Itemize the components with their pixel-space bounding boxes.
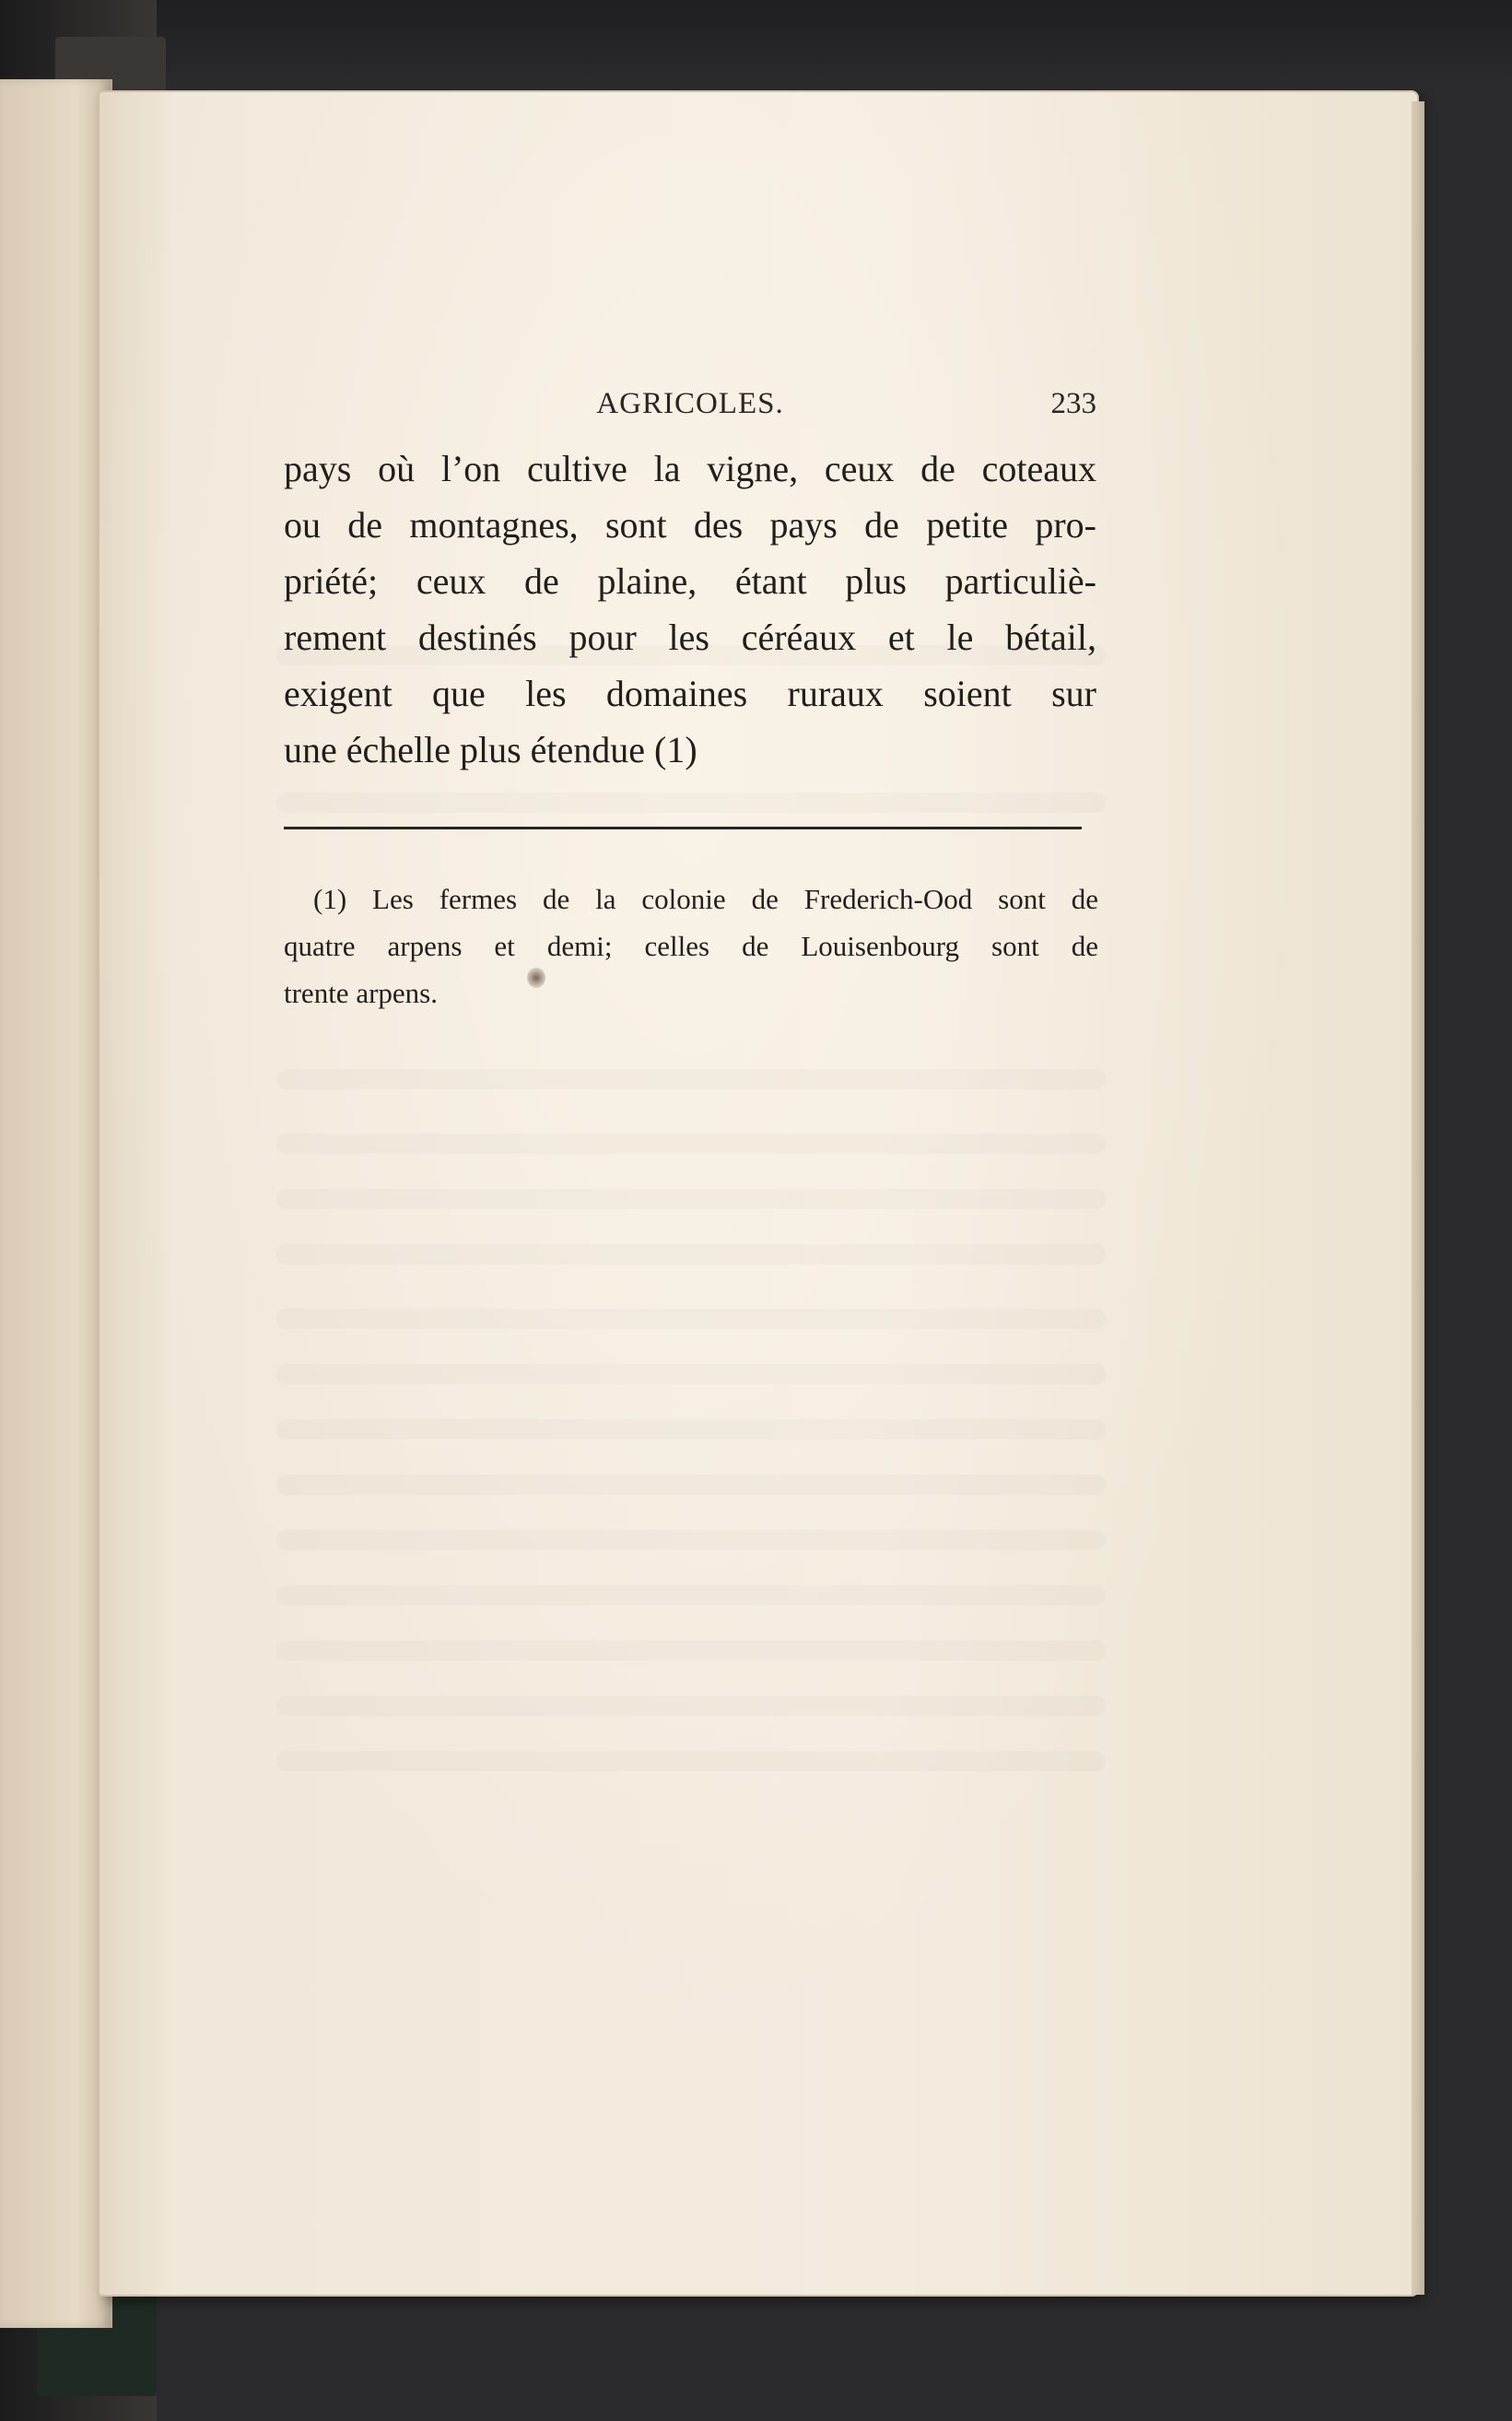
page-number: 233 [1050,387,1096,420]
footnote-line: trente arpens. [284,977,438,1009]
show-through [276,793,1106,813]
show-through [276,1751,1106,1771]
show-through [276,1530,1106,1550]
footnote [284,876,1098,1017]
body-line: rement destinés pour les céréaux et le bétail, [284,617,1096,658]
show-through [276,1134,1106,1154]
show-through [276,1069,1106,1089]
show-through [276,1189,1106,1209]
body-line: priété; ceux de plaine, étant plus particuliè- [284,560,1096,602]
show-through [276,1640,1106,1661]
show-through [276,1244,1106,1264]
facing-page-edge [0,79,112,2328]
body-line: une échelle plus étendue (1) [284,729,697,770]
body-line: ou de montagnes, sont des pays de petite pro- [284,504,1096,546]
footnote-line: (1) Les fermes de la colonie de Frederich-Ood sont de [313,883,1098,915]
footnote-rule [284,827,1082,829]
show-through [276,1585,1106,1605]
show-through [276,1475,1106,1495]
show-through [276,1419,1106,1440]
footnote-line: quatre arpens et demi; celles de Louisenbourg sont de [284,930,1098,962]
running-header [284,387,1096,428]
show-through [276,1309,1106,1329]
page-edge [1412,101,1424,2295]
background-top [0,0,1512,83]
show-through [276,1364,1106,1384]
running-title: AGRICOLES. [596,387,784,420]
body-line: pays où l’on cultive la vigne, ceux de coteaux [284,448,1096,489]
body-line: exigent que les domaines ruraux soient sur [284,673,1096,714]
ink-spot [527,968,545,988]
body-paragraph [284,441,1096,778]
show-through [276,1696,1106,1716]
